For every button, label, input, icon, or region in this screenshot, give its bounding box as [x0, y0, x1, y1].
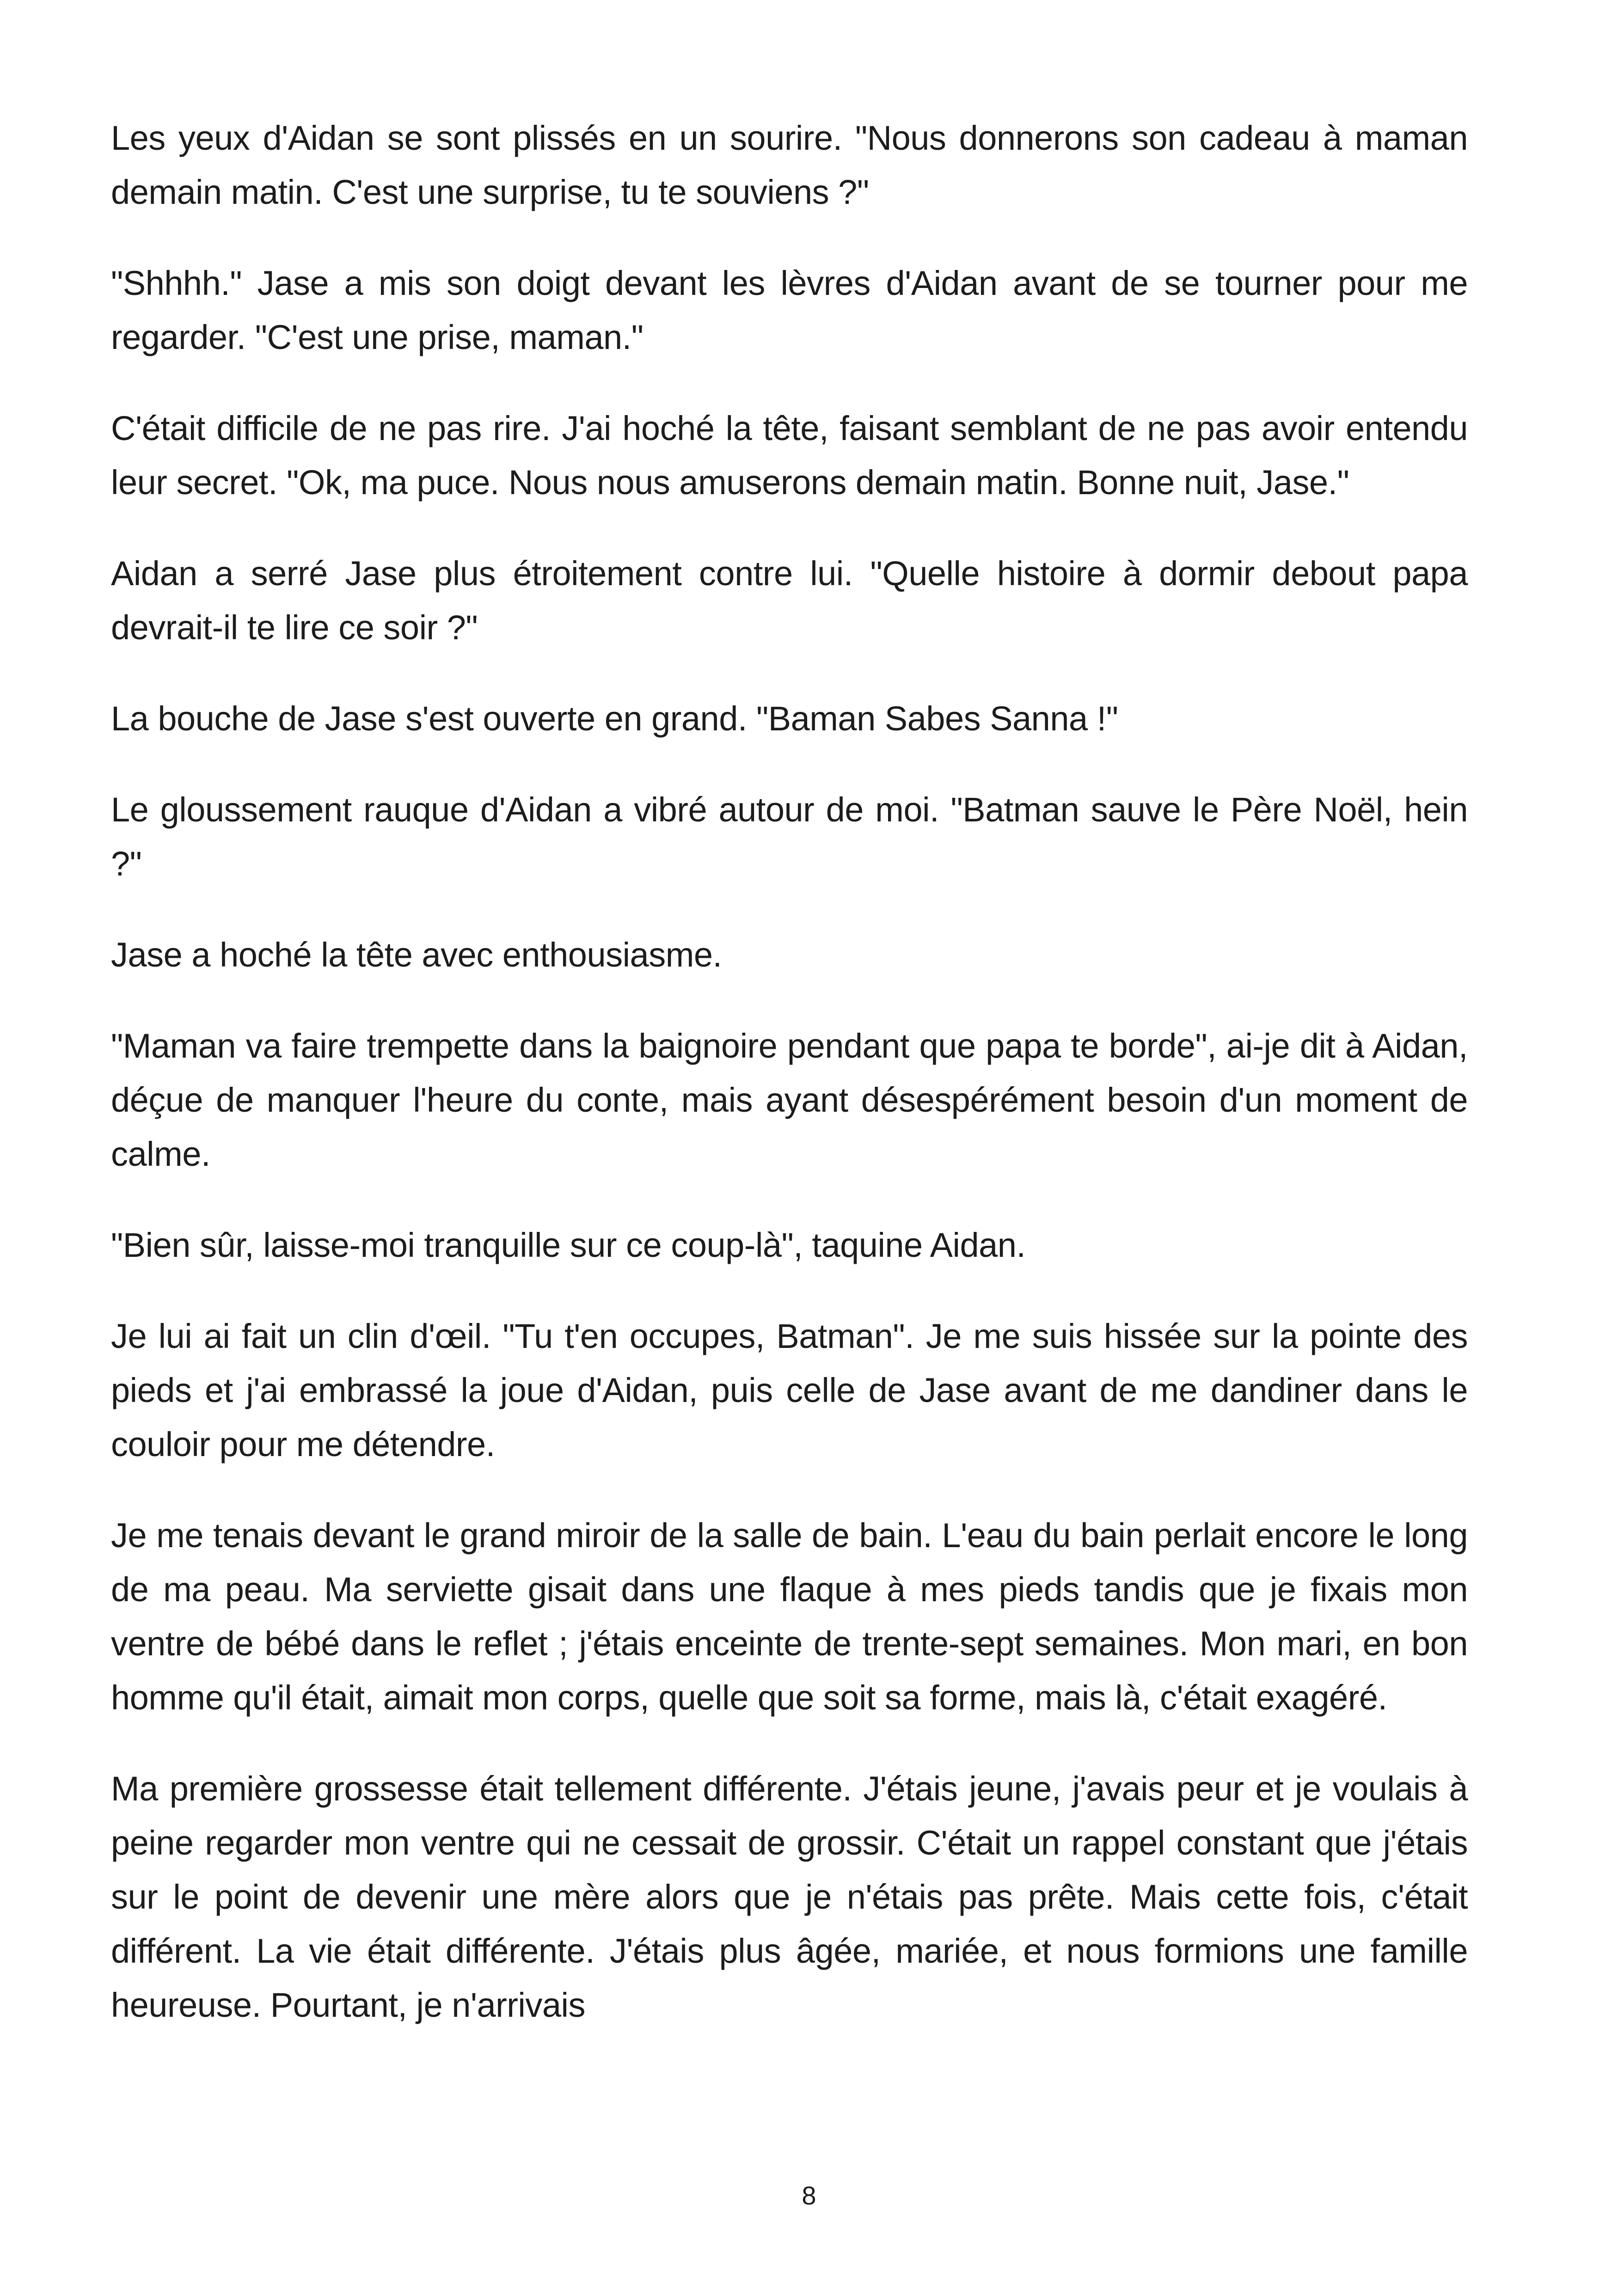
paragraph-7: Jase a hoché la tête avec enthousiasme.: [111, 936, 722, 974]
paragraph-8: "Maman va faire trempette dans la baignoire pendant que papa te borde", ai-je dit à Aidan, déçue de manquer l'heure du conte, mais ayant désespérément besoin d'un moment de calme.: [111, 1027, 1468, 1173]
body-text: [111, 111, 1468, 2069]
paragraph-3: C'était difficile de ne pas rire. J'ai hoché la tête, faisant semblant de ne pas avoir entendu leur secret. "Ok, ma puce. Nous nous amuserons demain matin. Bonne nuit, Jase.": [111, 409, 1468, 502]
paragraph-4: Aidan a serré Jase plus étroitement contre lui. "Quelle histoire à dormir debout papa devrait-il te lire ce soir ?": [111, 554, 1468, 647]
paragraph-2: "Shhhh." Jase a mis son doigt devant les lèvres d'Aidan avant de se tourner pour me regarder. "C'est une prise, maman.": [111, 264, 1468, 356]
paragraph-6: Le gloussement rauque d'Aidan a vibré autour de moi. "Batman sauve le Père Noël, hein ?": [111, 790, 1468, 883]
page-number: 8: [802, 2181, 816, 2210]
paragraph-5: La bouche de Jase s'est ouverte en grand. "Baman Sabes Sanna !": [111, 699, 1118, 738]
paragraph-12: Ma première grossesse était tellement différente. J'étais jeune, j'avais peur et je voulais à peine regarder mon ventre qui ne cessait de grossir. C'était un rappel constant que j'étais sur le point de devenir une mère alors que je n'étais pas prête. Mais cette fois, c'était différent. La vie était différente. J'étais plus âgée, mariée, et nous formions une famille heureuse. Pourtant, je n'arrivais: [111, 1769, 1468, 2024]
paragraph-9: "Bien sûr, laisse-moi tranquille sur ce coup-là", taquine Aidan.: [111, 1226, 1026, 1264]
paragraph-1: Les yeux d'Aidan se sont plissés en un sourire. "Nous donnerons son cadeau à maman demain matin. C'est une surprise, tu te souviens ?": [111, 119, 1468, 211]
paragraph-11: Je me tenais devant le grand miroir de la salle de bain. L'eau du bain perlait encore le long de ma peau. Ma serviette gisait dans une flaque à mes pieds tandis que je fixais mon ventre de bébé dans le reflet ; j'étais enceinte de trente-sept semaines. Mon mari, en bon homme qu'il était, aimait mon corps, quelle que soit sa forme, mais là, c'était exagéré.: [111, 1516, 1468, 1717]
paragraph-10: Je lui ai fait un clin d'œil. "Tu t'en occupes, Batman". Je me suis hissée sur la pointe des pieds et j'ai embrassé la joue d'Aidan, puis celle de Jase avant de me dandiner dans le couloir pour me détendre.: [111, 1317, 1468, 1463]
